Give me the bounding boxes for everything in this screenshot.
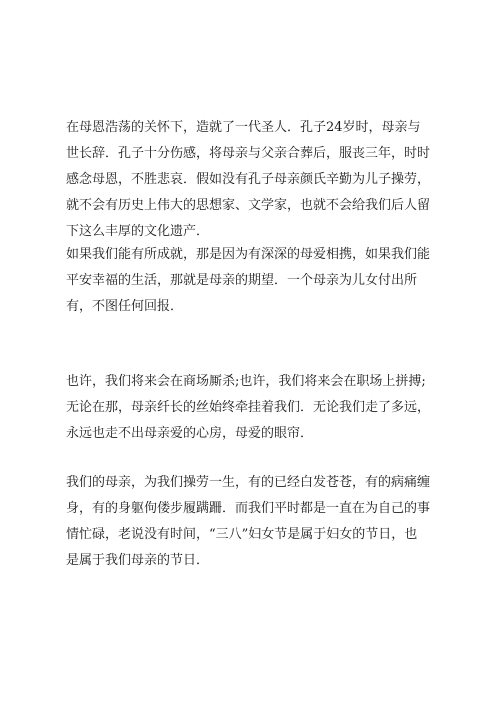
text-line: 感念母恩，不胜悲哀．假如没有孔子母亲颜氏辛勤为儿子操劳，: [66, 172, 431, 187]
text-line: 如果我们能有所成就，那是因为有深深的母爱相携，如果我们能: [66, 247, 431, 262]
text-line: 世长辞．孔子十分伤感，将母亲与父亲合葬后，服丧三年，时时: [66, 146, 431, 161]
text-line: 是属于我们母亲的节日．: [66, 553, 210, 568]
text-line: 有，不图任何回报．: [66, 299, 184, 314]
text-line: 永远也走不出母亲爱的心房，母爱的眼帘．: [66, 426, 314, 441]
text-line: 无论在那，母亲纤长的丝始终牵挂着我们．无论我们走了多远，: [66, 400, 431, 415]
text-line: 身，有的身躯佝偻步履蹒跚．而我们平时都是一直在为自己的事: [66, 501, 431, 516]
paragraph-womens-day: [66, 470, 441, 574]
text-line: 下这么丰厚的文化遗产．: [66, 224, 210, 239]
paragraph-confucius-mother: [66, 115, 441, 245]
text-line: 我们的母亲，为我们操劳一生，有的已经白发苍苍，有的病痛缠: [66, 475, 431, 490]
text-line: 就不会有历史上伟大的思想家、文学家，也就不会给我们后人留: [66, 198, 431, 213]
text-line: 平安幸福的生活，那就是母亲的期望．一个母亲为儿女付出所: [66, 273, 418, 288]
text-line: 在母恩浩荡的关怀下，造就了一代圣人．孔子24岁时，母亲与: [66, 120, 421, 135]
text-line: 情忙碌，老说没有时间，“三八”妇女节是属于妇女的节日，也: [66, 527, 418, 542]
paragraph-mother-love-achievement: [66, 242, 441, 320]
paragraph-mother-care: [66, 369, 441, 447]
text-line: 也许，我们将来会在商场厮杀;也许，我们将来会在职场上拼搏;: [66, 374, 426, 389]
